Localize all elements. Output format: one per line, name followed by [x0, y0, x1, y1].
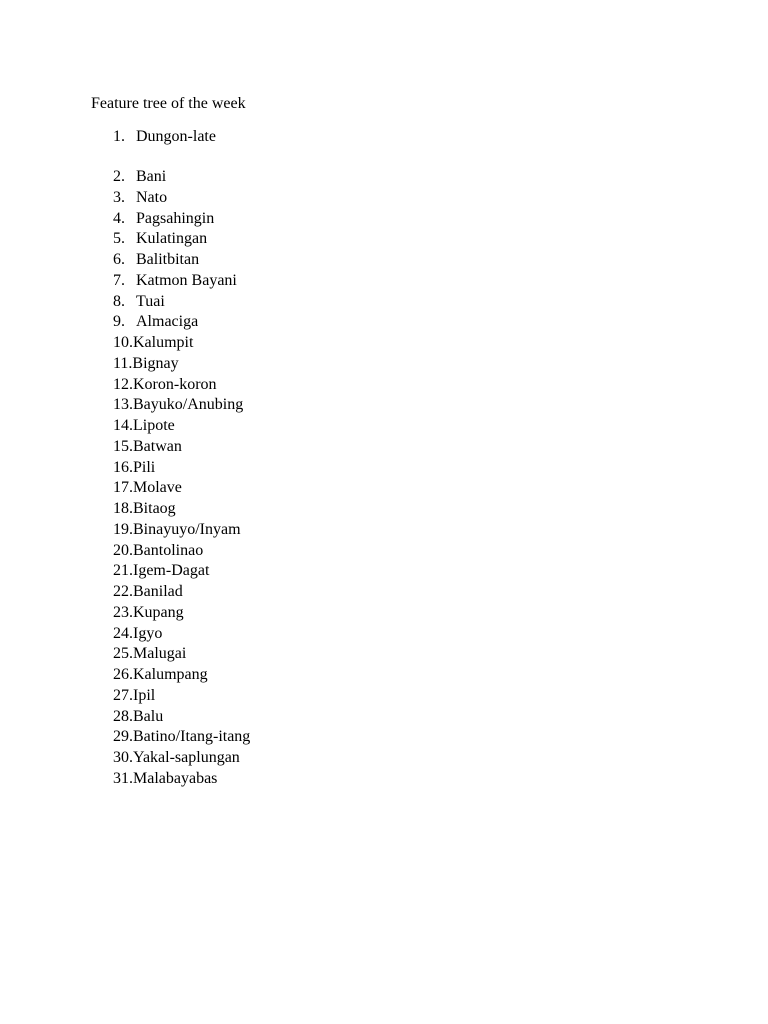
- list-item-text: Kalumpit: [133, 334, 194, 351]
- list-item: [113, 395, 243, 415]
- list-item-number: 28.: [113, 707, 133, 725]
- list-item-number: 14.: [113, 417, 133, 434]
- list-item-text: Kupang: [133, 603, 184, 621]
- list-item-number: 25.: [113, 645, 133, 663]
- list-item: [113, 127, 216, 147]
- list-item: [113, 665, 208, 685]
- list-item: [113, 250, 199, 270]
- list-item-text: Bantolinao: [133, 541, 204, 559]
- list-item: [113, 437, 182, 457]
- list-item: [113, 727, 250, 747]
- list-item-number: 7.: [113, 271, 125, 289]
- list-item: [113, 271, 237, 291]
- list-item-number: 2.: [113, 168, 125, 185]
- list-item: [113, 520, 241, 540]
- list-item: [113, 561, 209, 581]
- list-item-number: 6.: [113, 251, 125, 268]
- list-item-text: Balitbitan: [136, 251, 200, 268]
- list-item-number: 10.: [113, 334, 133, 351]
- list-item: [113, 478, 182, 498]
- list-item-text: Almaciga: [136, 313, 199, 331]
- list-item: [113, 582, 183, 602]
- list-item-text: Ipil: [133, 686, 156, 704]
- list-item-number: 3.: [113, 188, 125, 206]
- list-item-number: 31.: [113, 769, 133, 787]
- list-item-text: Kalumpang: [133, 666, 208, 683]
- list-item-number: 1.: [113, 128, 125, 145]
- list-item-number: 11.: [113, 354, 133, 372]
- list-item-text: Igyo: [133, 624, 163, 642]
- list-item: [113, 541, 203, 561]
- list-item-text: Koron-koron: [133, 375, 217, 393]
- list-item-number: 21.: [113, 562, 133, 580]
- list-item-text: Bayuko/Anubing: [133, 396, 244, 414]
- list-item-number: 18.: [113, 500, 133, 517]
- list-item-number: 29.: [113, 728, 133, 746]
- list-item-number: 26.: [113, 666, 133, 683]
- list-item-text: Balu: [133, 707, 164, 725]
- list-item: [113, 499, 176, 519]
- list-item: [113, 375, 217, 395]
- list-item: [113, 769, 217, 789]
- list-item-number: 16.: [113, 458, 133, 476]
- list-item: [113, 292, 165, 312]
- list-item-text: Batino/Itang-itang: [133, 728, 251, 746]
- document-title: Feature tree of the week: [91, 95, 246, 112]
- list-item-number: 15.: [113, 437, 133, 455]
- list-item-text: Tuai: [136, 292, 165, 310]
- list-item-text: Pili: [133, 458, 156, 476]
- list-item-text: Katmon Bayani: [136, 271, 237, 289]
- list-item-number: 4.: [113, 209, 125, 227]
- list-item: [113, 624, 162, 644]
- list-item: [113, 167, 166, 187]
- list-item-text: Yakal-saplungan: [133, 749, 240, 766]
- list-item-text: Bitaog: [133, 500, 176, 517]
- list-item: [113, 188, 167, 208]
- list-item: [113, 333, 193, 353]
- list-item-text: Kulatingan: [136, 230, 208, 248]
- list-item-text: Lipote: [133, 417, 175, 434]
- list-item-text: Malabayabas: [133, 769, 218, 787]
- list-item-number: 20.: [113, 541, 133, 559]
- list-item-text: Bani: [136, 168, 167, 185]
- list-item: [113, 458, 155, 478]
- list-item-number: 23.: [113, 603, 133, 621]
- list-item: [113, 686, 155, 706]
- list-item: [113, 603, 184, 623]
- list-item-number: 27.: [113, 686, 133, 704]
- list-item-number: 13.: [113, 396, 133, 414]
- list-item-number: 30.: [113, 749, 133, 766]
- list-item-number: 19.: [113, 520, 133, 538]
- list-item-text: Banilad: [133, 583, 183, 600]
- list-item-text: Igem-Dagat: [133, 562, 210, 580]
- list-item-text: Bignay: [132, 354, 179, 372]
- list-item-text: Nato: [136, 188, 168, 206]
- list-item-text: Dungon-late: [136, 128, 216, 145]
- list-item: [113, 229, 207, 249]
- list-item: [113, 209, 214, 229]
- list-item-text: Pagsahingin: [136, 209, 215, 227]
- list-item-text: Batwan: [133, 437, 182, 455]
- list-item-text: Molave: [133, 479, 182, 497]
- list-item: [113, 312, 198, 332]
- list-item-number: 22.: [113, 583, 133, 600]
- list-item: [113, 416, 175, 436]
- list-item: [113, 748, 240, 768]
- list-item: [113, 354, 179, 374]
- list-item: [113, 707, 163, 727]
- list-item-number: 17.: [113, 479, 133, 497]
- list-item-number: 9.: [113, 313, 125, 331]
- list-item-number: 8.: [113, 292, 125, 310]
- list-item-number: 12.: [113, 375, 133, 393]
- list-item-text: Malugai: [133, 645, 187, 663]
- list-item-number: 24.: [113, 624, 133, 642]
- list-item-text: Binayuyo/Inyam: [133, 520, 241, 538]
- list-item: [113, 644, 186, 664]
- list-item-number: 5.: [113, 230, 125, 248]
